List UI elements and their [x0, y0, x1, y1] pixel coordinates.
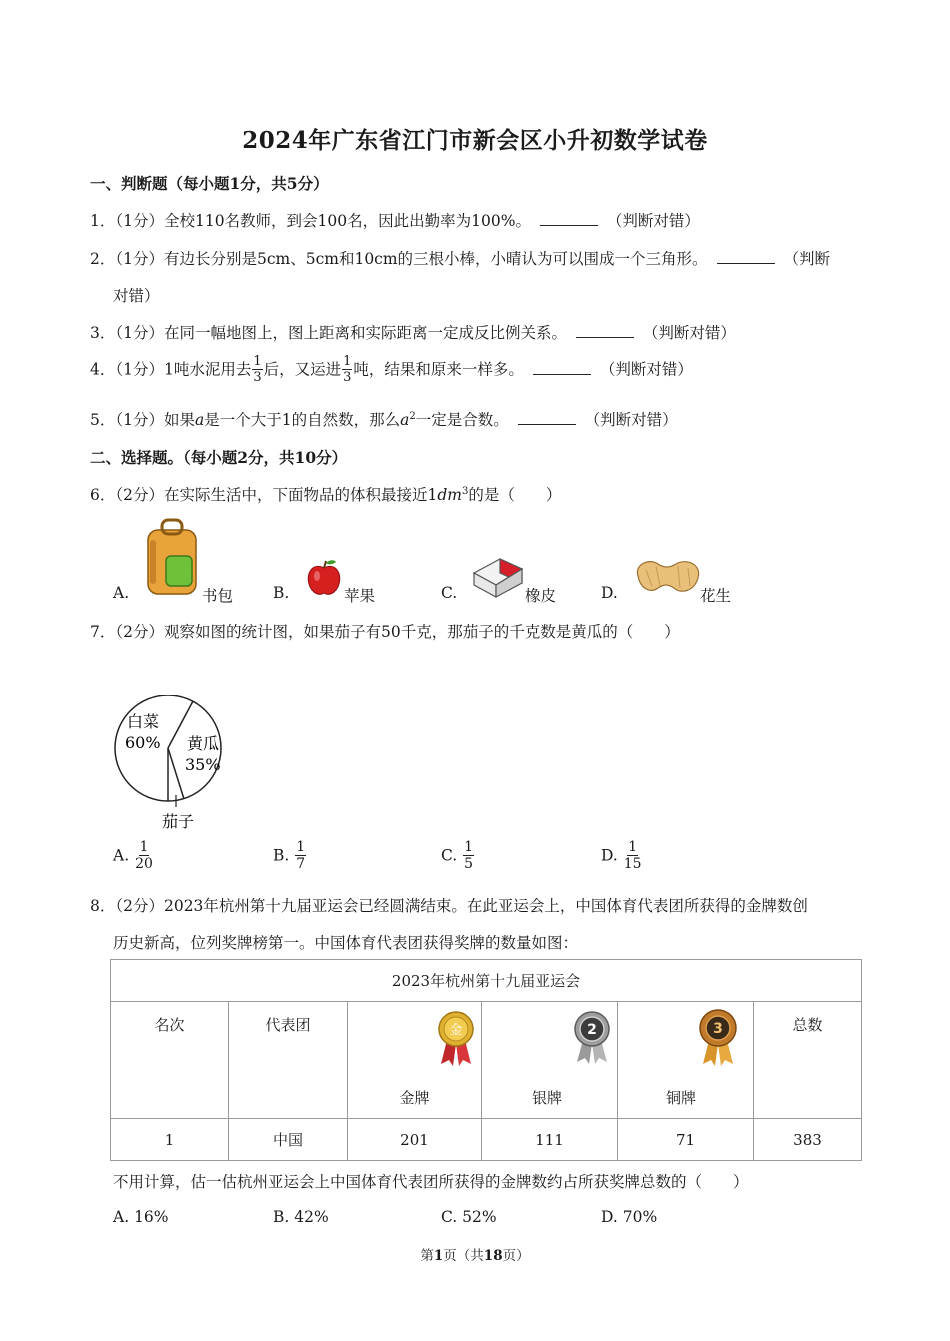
answer-blank[interactable]	[576, 323, 634, 338]
question-3	[90, 321, 736, 343]
fraction	[342, 355, 352, 384]
exponent: 2	[409, 410, 416, 422]
pie-pct-cabbage: 60%	[125, 733, 161, 752]
answer-blank[interactable]	[533, 360, 591, 375]
page-title: 2024年广东省江门市新会区小升初数学试卷	[242, 127, 708, 154]
question-8-line2: 历史新高，位列奖牌榜第一。中国体育代表团获得奖牌的数量如图：	[113, 934, 579, 952]
fraction	[295, 840, 306, 871]
cell-total: 383	[754, 1119, 862, 1161]
option-a-label[interactable]: A.	[113, 584, 130, 602]
question-3-text: 3．（1分）在同一幅地图上，图上距离和实际距离一定成反比例关系。	[90, 324, 567, 342]
question-5	[90, 408, 678, 430]
option-c-label[interactable]: C.	[441, 584, 458, 602]
question-8: 8．（2分）2023年杭州第十九届亚运会已经圆满结束。在此亚运会上，中国体育代表团所获得的金牌数创	[90, 897, 808, 915]
silver-label: 银牌	[532, 1089, 563, 1107]
fraction-denominator: 5	[464, 856, 474, 872]
question-5-text-2: 是一个大于1的自然数，那么	[204, 411, 401, 429]
fraction	[463, 840, 474, 871]
option-label: B.	[273, 846, 290, 865]
cell-bronze: 71	[618, 1119, 754, 1161]
option-d-text: 花生	[700, 587, 732, 605]
silver-medal-icon	[573, 1010, 611, 1066]
cell-rank: 1	[111, 1119, 229, 1161]
question-5-text: 5．（1分）如果	[90, 411, 195, 429]
question-2-suffix: （判断	[783, 250, 830, 268]
q8-option-b[interactable]	[273, 1208, 329, 1226]
fraction-numerator: 1	[343, 354, 352, 369]
page-total: 18	[483, 1248, 503, 1264]
question-6-text-2: 的是（ ）	[468, 486, 562, 504]
header-total: 总数	[754, 1002, 862, 1119]
header-gold	[348, 1002, 482, 1119]
option-text: 52%	[462, 1208, 497, 1226]
fraction-numerator: 1	[139, 839, 149, 855]
question-4-text: 4．（1分）1吨水泥用去	[90, 360, 252, 379]
bronze-label: 铜牌	[666, 1089, 697, 1107]
variable-a: a	[400, 411, 410, 429]
answer-blank[interactable]	[717, 249, 775, 264]
question-8-prompt: 不用计算，估一估杭州亚运会上中国体育代表团所获得的金牌数约占所获奖牌总数的（ ）	[113, 1173, 749, 1191]
fraction	[624, 840, 642, 871]
fraction-denominator: 3	[343, 370, 352, 385]
option-text: 70%	[622, 1208, 658, 1226]
q8-option-d[interactable]	[601, 1208, 657, 1226]
pie-label-cabbage: 白菜	[127, 712, 160, 731]
gold-mark: 金	[449, 1023, 463, 1038]
option-label: C.	[441, 846, 458, 865]
gold-label: 金牌	[399, 1089, 430, 1107]
silver-mark: 2	[587, 1022, 597, 1038]
option-c-text: 橡皮	[525, 587, 557, 605]
option-label: D.	[601, 846, 618, 865]
option-label: A.	[113, 1208, 130, 1226]
q8-option-a[interactable]	[113, 1208, 169, 1226]
variable-a: a	[194, 411, 205, 429]
question-7: 7．（2分）观察如图的统计图，如果茄子有50千克，那茄子的千克数是黄瓜的（ ）	[90, 623, 680, 641]
fraction-numerator: 1	[628, 839, 638, 855]
question-4-text-2: 后，又运进	[263, 360, 342, 379]
pie-label-eggplant: 茄子	[162, 812, 195, 831]
option-text: 16%	[134, 1208, 169, 1226]
option-b-label[interactable]: B.	[273, 584, 290, 602]
question-4	[90, 356, 693, 385]
option-b-text: 苹果	[344, 587, 376, 605]
q7-option-c[interactable]	[441, 841, 475, 872]
eraser-icon	[470, 553, 526, 599]
footer-text: 第	[420, 1248, 434, 1264]
page-number: 1	[433, 1248, 444, 1264]
table-row	[111, 1119, 862, 1161]
option-label: C.	[441, 1208, 458, 1226]
question-5-suffix: （判断对错）	[584, 411, 678, 429]
question-1-text: 1．（1分）全校110名教师，到会100名，因此出勤率为100%。	[90, 212, 531, 230]
pie-pct-cucumber: 35%	[185, 755, 221, 774]
q7-option-b[interactable]	[273, 841, 307, 872]
option-d-label[interactable]: D.	[601, 584, 618, 602]
fraction-denominator: 7	[296, 856, 306, 872]
exponent: 3	[461, 485, 469, 497]
question-5-text-3: 一定是合数。	[415, 411, 509, 429]
fraction-denominator: 3	[253, 370, 262, 385]
fraction-numerator: 1	[253, 354, 262, 369]
question-4-text-3: 吨，结果和原来一样多。	[353, 360, 524, 379]
question-6-text: 6．（2分）在实际生活中，下面物品的体积最接近1	[90, 486, 438, 504]
option-label: A.	[113, 846, 130, 865]
bronze-medal-icon	[698, 1008, 738, 1068]
cell-gold: 201	[348, 1119, 482, 1161]
answer-blank[interactable]	[540, 211, 598, 226]
pie-chart	[105, 695, 235, 835]
option-text: 42%	[294, 1208, 329, 1226]
fraction-numerator: 1	[464, 839, 474, 855]
peanut-icon	[632, 556, 704, 598]
option-a-text: 书包	[202, 587, 234, 605]
page-footer	[0, 1244, 950, 1264]
question-4-suffix: （判断对错）	[599, 360, 693, 379]
gold-medal-icon	[437, 1010, 475, 1066]
unit: dm	[437, 486, 462, 504]
header-silver	[482, 1002, 618, 1119]
q7-option-a[interactable]	[113, 841, 154, 872]
q7-option-d[interactable]	[601, 841, 643, 872]
fraction-numerator: 1	[296, 839, 306, 855]
question-2-line2: 对错）	[113, 287, 160, 305]
question-2	[90, 247, 830, 269]
option-label: B.	[273, 1208, 290, 1226]
footer-text: 页）	[502, 1248, 530, 1264]
section-heading-2: 二、选择题。（每小题2分，共10分）	[90, 448, 348, 467]
footer-text: 页（共	[443, 1248, 484, 1264]
medal-table	[110, 959, 862, 1161]
option-label: D.	[601, 1208, 618, 1226]
pie-label-cucumber: 黄瓜	[187, 734, 220, 753]
header-delegation: 代表团	[229, 1002, 348, 1119]
header-rank: 名次	[111, 1002, 229, 1119]
cell-silver: 111	[482, 1119, 618, 1161]
question-3-suffix: （判断对错）	[642, 324, 736, 342]
table-title: 2023年杭州第十九届亚运会	[111, 960, 862, 1002]
backpack-icon	[138, 518, 206, 598]
bronze-mark: 3	[713, 1021, 723, 1037]
question-1	[90, 209, 700, 231]
question-2-text: 2．（1分）有边长分别是5cm、5cm和10cm的三根小棒，小晴认为可以围成一个三角形。	[90, 250, 708, 268]
fraction	[252, 355, 262, 384]
question-6	[90, 483, 561, 505]
fraction-denominator: 15	[623, 856, 642, 872]
q8-option-c[interactable]	[441, 1208, 497, 1226]
section-heading-1: 一、判断题（每小题1分，共5分）	[90, 174, 329, 193]
question-1-suffix: （判断对错）	[606, 212, 700, 230]
cell-delegation: 中国	[229, 1119, 348, 1161]
fraction-denominator: 20	[135, 856, 153, 872]
fraction	[135, 840, 153, 871]
answer-blank[interactable]	[518, 410, 576, 425]
header-bronze	[618, 1002, 754, 1119]
apple-icon	[304, 558, 344, 598]
